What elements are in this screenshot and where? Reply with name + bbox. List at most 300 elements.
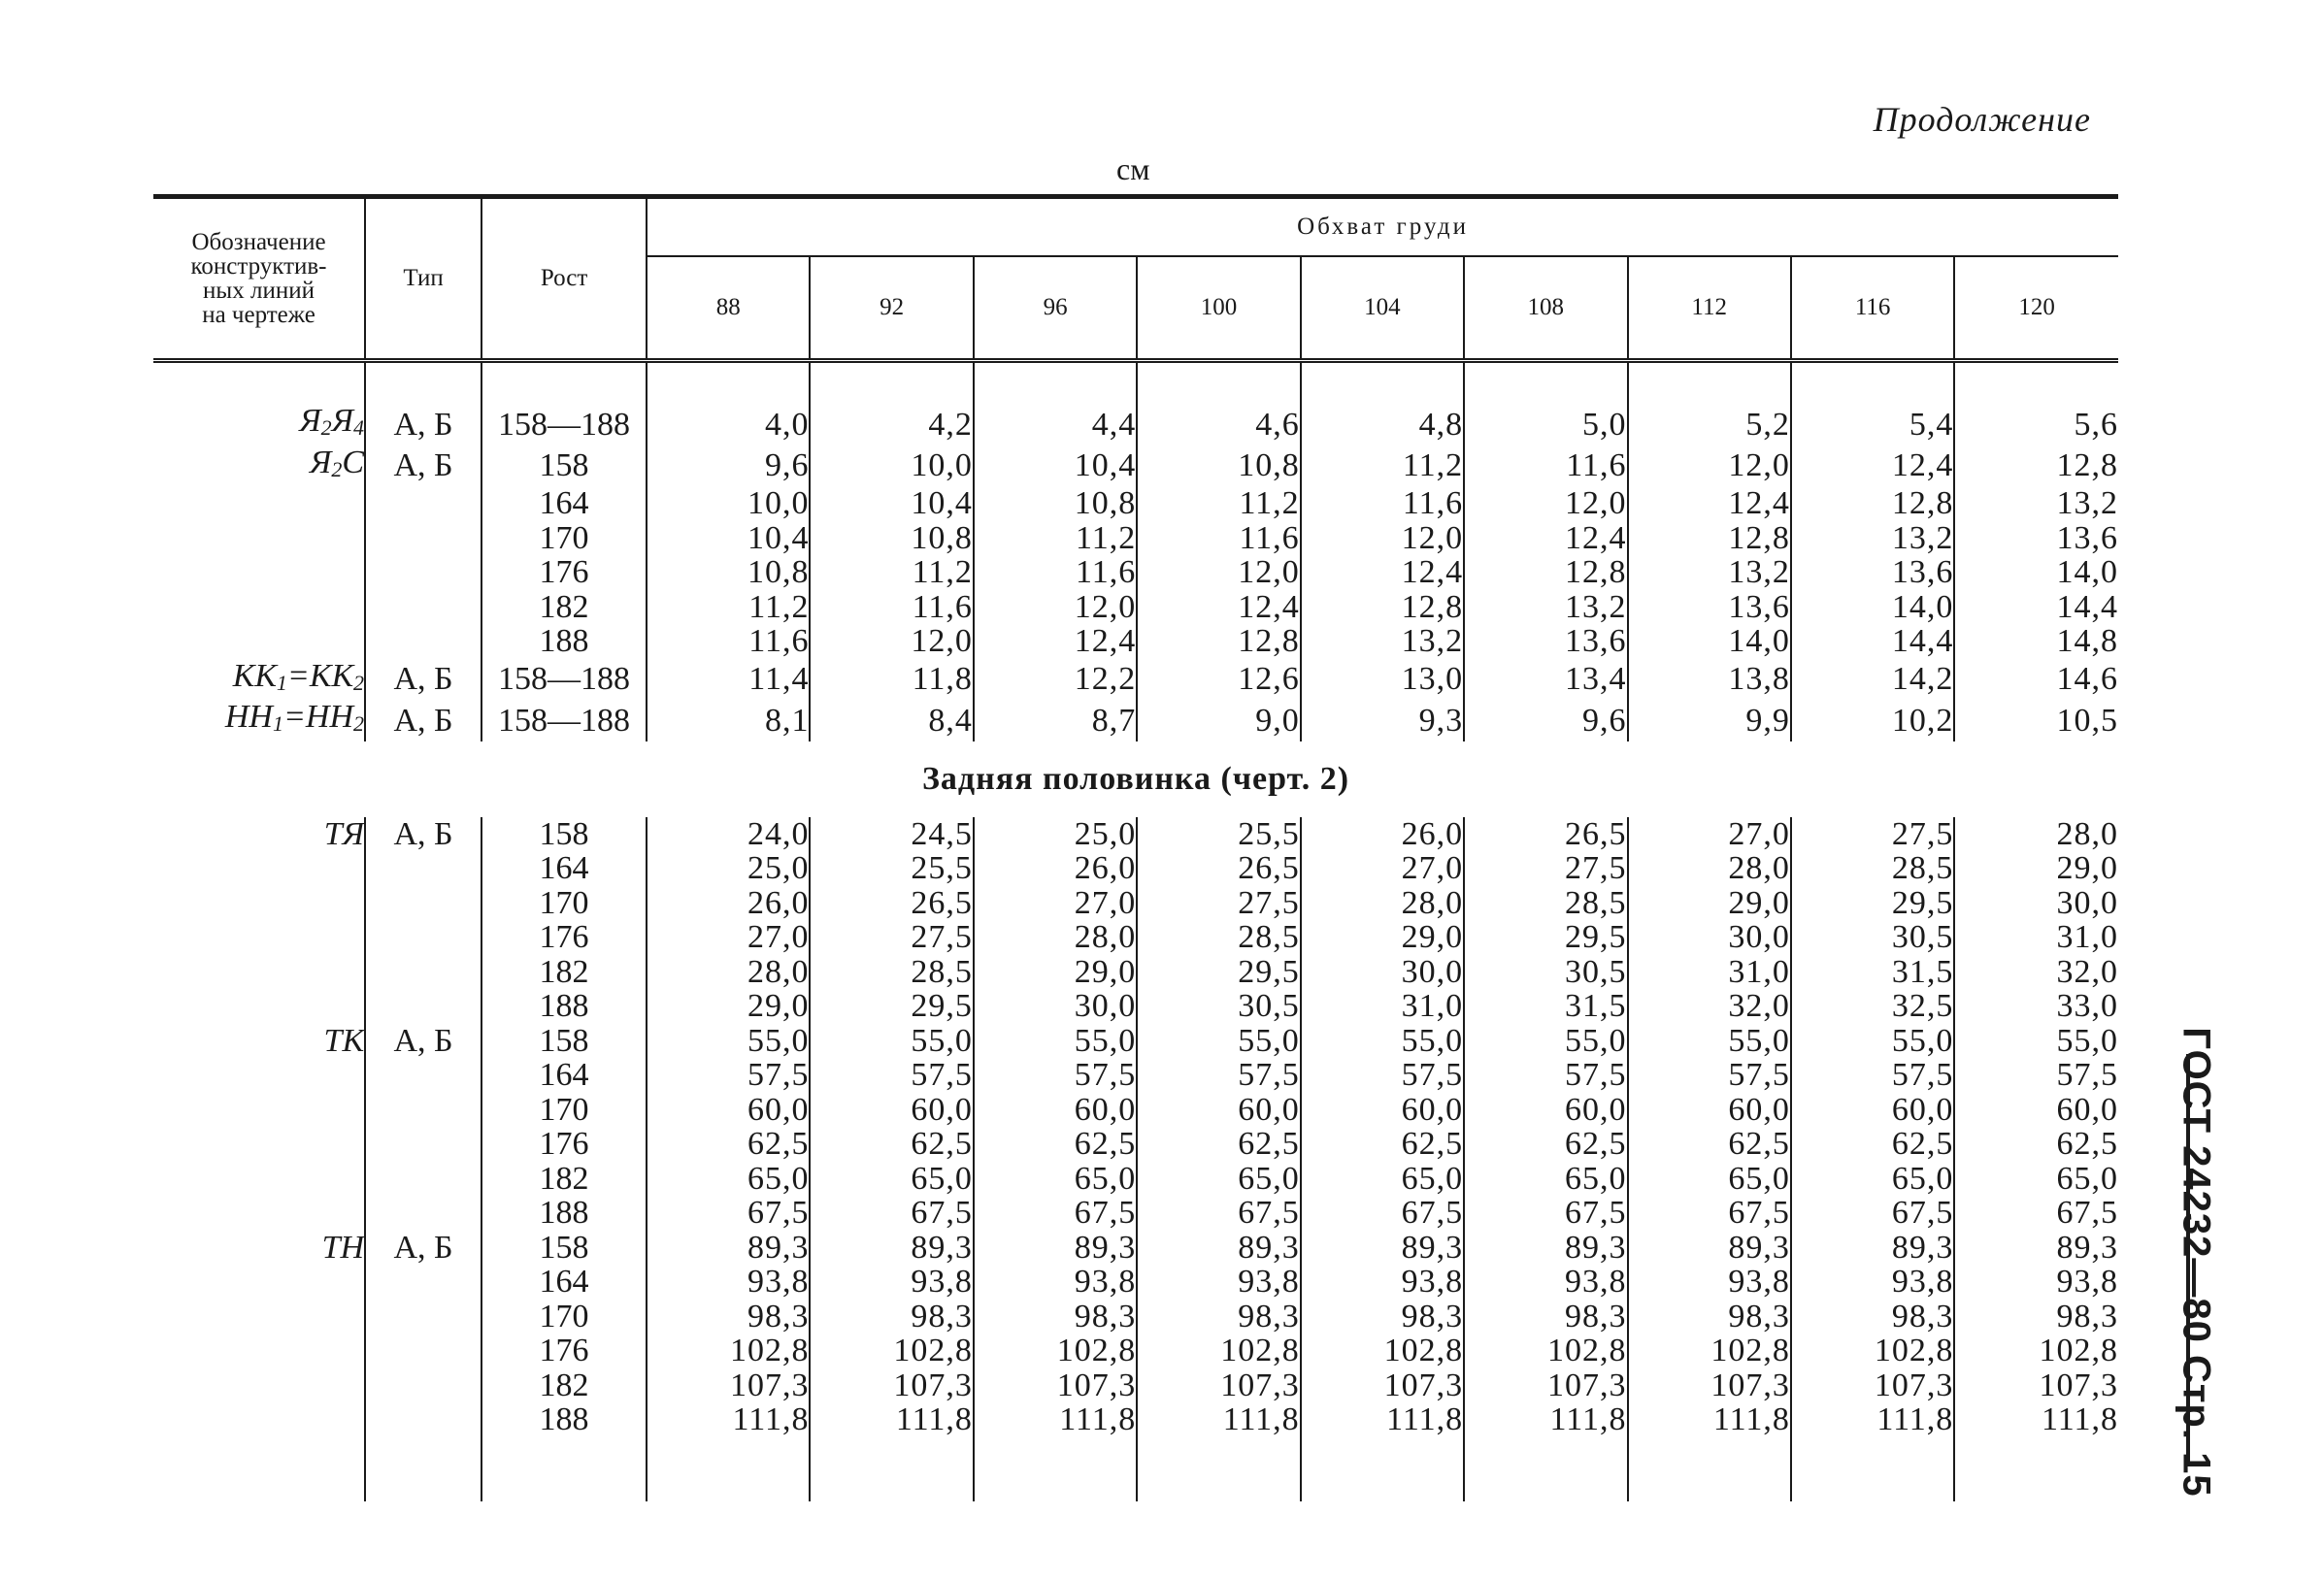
table-row [153, 1162, 2118, 1197]
value-cell: 107,3 [1137, 1368, 1300, 1403]
value-cell: 30,5 [1791, 920, 1954, 955]
value-cell: 62,5 [1791, 1127, 1954, 1162]
value-cell: 31,0 [1301, 989, 1464, 1024]
value-cell: 13,6 [1954, 521, 2118, 556]
value-cell: 60,0 [1954, 1093, 2118, 1128]
value-cell: 27,5 [1464, 851, 1627, 886]
value-cell: 13,6 [1464, 624, 1627, 659]
value-cell: 31,0 [1954, 920, 2118, 955]
value-cell: 9,3 [1301, 700, 1464, 741]
type-cell: А, Б [365, 700, 481, 741]
designation-cell [153, 1058, 365, 1093]
value-cell: 28,0 [1301, 886, 1464, 921]
value-cell: 30,5 [1464, 955, 1627, 990]
value-cell: 14,0 [1791, 590, 1954, 625]
value-cell: 25,5 [810, 851, 973, 886]
value-cell: 89,3 [1628, 1231, 1791, 1266]
spacer-cell [810, 1437, 973, 1501]
value-cell: 111,8 [974, 1402, 1137, 1437]
value-cell: 98,3 [1791, 1300, 1954, 1334]
value-cell: 98,3 [1464, 1300, 1627, 1334]
value-cell: 33,0 [1954, 989, 2118, 1024]
height-cell: 182 [481, 955, 647, 990]
designation-cell: ТК [323, 1022, 365, 1059]
table-row [153, 700, 2118, 741]
value-cell: 67,5 [1464, 1196, 1627, 1231]
height-cell: 182 [481, 1162, 647, 1197]
value-cell: 65,0 [1628, 1162, 1791, 1197]
value-cell: 11,2 [810, 555, 973, 590]
value-cell: 111,8 [1628, 1402, 1791, 1437]
value-cell: 111,8 [1464, 1402, 1627, 1437]
type-cell [365, 1300, 481, 1334]
type-cell: А, Б [365, 445, 481, 487]
value-cell: 28,0 [1628, 851, 1791, 886]
designation-cell [153, 555, 365, 590]
value-cell: 12,0 [810, 624, 973, 659]
value-cell: 10,0 [810, 445, 973, 487]
header-height: Рост [481, 197, 647, 361]
value-cell: 89,3 [1464, 1231, 1627, 1266]
designation-cell: ТН [321, 1229, 365, 1266]
value-cell: 11,6 [647, 624, 810, 659]
value-cell: 89,3 [974, 1231, 1137, 1266]
value-cell: 107,3 [1464, 1368, 1627, 1403]
value-cell: 29,0 [1954, 851, 2118, 886]
value-cell: 65,0 [647, 1162, 810, 1197]
value-cell: 4,2 [810, 404, 973, 445]
value-cell: 55,0 [810, 1024, 973, 1059]
spacer-row [153, 1437, 2118, 1501]
value-cell: 57,5 [1628, 1058, 1791, 1093]
height-cell: 164 [481, 1058, 647, 1093]
value-cell: 65,0 [1954, 1162, 2118, 1197]
value-cell: 12,0 [1301, 521, 1464, 556]
type-cell: А, Б [365, 1024, 481, 1059]
value-cell: 65,0 [974, 1162, 1137, 1197]
height-cell: 188 [481, 989, 647, 1024]
value-cell: 9,6 [647, 445, 810, 487]
value-cell: 60,0 [647, 1093, 810, 1128]
value-cell: 65,0 [1301, 1162, 1464, 1197]
value-cell: 9,9 [1628, 700, 1791, 741]
value-cell: 31,5 [1791, 955, 1954, 990]
value-cell: 67,5 [1301, 1196, 1464, 1231]
value-cell: 65,0 [1464, 1162, 1627, 1197]
table-row [153, 486, 2118, 521]
height-cell: 170 [481, 1093, 647, 1128]
value-cell: 27,5 [810, 920, 973, 955]
value-cell: 93,8 [1954, 1265, 2118, 1300]
value-cell: 60,0 [1464, 1093, 1627, 1128]
value-cell: 11,2 [1301, 445, 1464, 487]
value-cell: 60,0 [1301, 1093, 1464, 1128]
value-cell: 14,4 [1791, 624, 1954, 659]
value-cell: 8,4 [810, 700, 973, 741]
value-cell: 9,0 [1137, 700, 1300, 741]
value-cell: 98,3 [1954, 1300, 2118, 1334]
value-cell: 93,8 [1137, 1265, 1300, 1300]
value-cell: 12,4 [1301, 555, 1464, 590]
type-cell [365, 486, 481, 521]
value-cell: 111,8 [1301, 1402, 1464, 1437]
table-row [153, 851, 2118, 886]
value-cell: 25,0 [647, 851, 810, 886]
value-cell: 93,8 [810, 1265, 973, 1300]
height-cell: 164 [481, 486, 647, 521]
table-row [153, 624, 2118, 659]
type-cell [365, 1058, 481, 1093]
value-cell: 55,0 [1954, 1024, 2118, 1059]
table-row [153, 590, 2118, 625]
value-cell: 24,0 [647, 817, 810, 852]
value-cell: 60,0 [1628, 1093, 1791, 1128]
type-cell [365, 590, 481, 625]
header-size-120: 120 [1954, 256, 2118, 361]
table-row [153, 1231, 2118, 1266]
value-cell: 12,2 [974, 659, 1137, 701]
value-cell: 25,5 [1137, 817, 1300, 852]
type-cell [365, 555, 481, 590]
type-cell [365, 1093, 481, 1128]
value-cell: 28,5 [1791, 851, 1954, 886]
value-cell: 62,5 [1954, 1127, 2118, 1162]
value-cell: 62,5 [647, 1127, 810, 1162]
value-cell: 62,5 [1628, 1127, 1791, 1162]
header-designation-line: конструктив- [190, 253, 327, 280]
measurements-table [153, 194, 2118, 1501]
designation-cell: $КК_1=КК_2$ [232, 657, 365, 695]
spacer-cell [1464, 361, 1627, 405]
value-cell: 98,3 [1301, 1300, 1464, 1334]
spacer-cell [1301, 1437, 1464, 1501]
value-cell: 14,6 [1954, 659, 2118, 701]
value-cell: 28,5 [1137, 920, 1300, 955]
height-cell: 164 [481, 1265, 647, 1300]
value-cell: 30,0 [1628, 920, 1791, 955]
height-cell: 188 [481, 624, 647, 659]
header-size-104: 104 [1301, 256, 1464, 361]
spacer-cell [481, 1437, 647, 1501]
value-cell: 107,3 [1791, 1368, 1954, 1403]
value-cell: 107,3 [1954, 1368, 2118, 1403]
value-cell: 12,6 [1137, 659, 1300, 701]
header-designation-line: ных линий [203, 278, 315, 304]
table-row [153, 1402, 2118, 1437]
value-cell: 25,0 [974, 817, 1137, 852]
table-row [153, 1127, 2118, 1162]
height-cell: 158 [481, 817, 647, 852]
value-cell: 13,8 [1628, 659, 1791, 701]
spacer-cell [153, 1437, 365, 1501]
subscript: 2 [331, 456, 343, 481]
value-cell: 27,5 [1791, 817, 1954, 852]
height-cell: 164 [481, 851, 647, 886]
value-cell: 13,2 [1464, 590, 1627, 625]
type-cell [365, 886, 481, 921]
value-cell: 55,0 [1628, 1024, 1791, 1059]
value-cell: 32,0 [1628, 989, 1791, 1024]
spacer-cell [1954, 361, 2118, 405]
header-size-92: 92 [810, 256, 973, 361]
spacer-cell [1954, 1437, 2118, 1501]
value-cell: 13,6 [1628, 590, 1791, 625]
type-cell: А, Б [365, 1231, 481, 1266]
value-cell: 107,3 [1301, 1368, 1464, 1403]
value-cell: 12,4 [1628, 486, 1791, 521]
value-cell: 14,0 [1628, 624, 1791, 659]
type-cell [365, 521, 481, 556]
value-cell: 67,5 [647, 1196, 810, 1231]
designation-cell [153, 1162, 365, 1197]
value-cell: 102,8 [1954, 1334, 2118, 1368]
value-cell: 13,0 [1301, 659, 1464, 701]
value-cell: 27,0 [647, 920, 810, 955]
value-cell: 5,2 [1628, 404, 1791, 445]
type-cell [365, 1402, 481, 1437]
designation-cell [153, 1402, 365, 1437]
value-cell: 65,0 [1137, 1162, 1300, 1197]
spacer-row [153, 361, 2118, 405]
spacer-cell [647, 1437, 810, 1501]
header-type: Тип [365, 197, 481, 361]
value-cell: 27,0 [1301, 851, 1464, 886]
value-cell: 14,8 [1954, 624, 2118, 659]
value-cell: 11,8 [810, 659, 973, 701]
value-cell: 111,8 [647, 1402, 810, 1437]
value-cell: 55,0 [974, 1024, 1137, 1059]
value-cell: 29,5 [1791, 886, 1954, 921]
value-cell: 28,0 [974, 920, 1137, 955]
table-row [153, 404, 2118, 445]
value-cell: 102,8 [1137, 1334, 1300, 1368]
designation-cell [153, 1093, 365, 1128]
continuation-label: Продолжение [1873, 100, 2091, 139]
height-cell: 158—188 [481, 659, 647, 701]
value-cell: 98,3 [1628, 1300, 1791, 1334]
height-cell: 176 [481, 920, 647, 955]
spacer-cell [1628, 1437, 1791, 1501]
designation-cell [153, 886, 365, 921]
header-size-88: 88 [647, 256, 810, 361]
subscript: 2 [353, 711, 365, 736]
value-cell: 102,8 [1791, 1334, 1954, 1368]
value-cell: 107,3 [810, 1368, 973, 1403]
value-cell: 10,2 [1791, 700, 1954, 741]
spacer-cell [481, 361, 647, 405]
table-row [153, 920, 2118, 955]
value-cell: 4,4 [974, 404, 1137, 445]
value-cell: 12,0 [1464, 486, 1627, 521]
height-cell: 170 [481, 521, 647, 556]
value-cell: 60,0 [1791, 1093, 1954, 1128]
value-cell: 13,2 [1954, 486, 2118, 521]
table-row [153, 555, 2118, 590]
value-cell: 29,0 [1301, 920, 1464, 955]
value-cell: 11,2 [974, 521, 1137, 556]
value-cell: 111,8 [810, 1402, 973, 1437]
value-cell: 93,8 [1301, 1265, 1464, 1300]
designation-cell [153, 955, 365, 990]
value-cell: 89,3 [1301, 1231, 1464, 1266]
subscript: 4 [353, 415, 365, 440]
value-cell: 26,0 [1301, 817, 1464, 852]
table-row [153, 1024, 2118, 1059]
height-cell: 170 [481, 886, 647, 921]
value-cell: 12,0 [974, 590, 1137, 625]
height-cell: 176 [481, 555, 647, 590]
value-cell: 10,8 [974, 486, 1137, 521]
spacer-cell [1628, 361, 1791, 405]
designation-cell [153, 989, 365, 1024]
value-cell: 55,0 [647, 1024, 810, 1059]
height-cell: 188 [481, 1402, 647, 1437]
value-cell: 13,4 [1464, 659, 1627, 701]
height-cell: 176 [481, 1127, 647, 1162]
value-cell: 14,0 [1954, 555, 2118, 590]
header-designation-line: Обозначение [191, 229, 326, 255]
value-cell: 60,0 [1137, 1093, 1300, 1128]
type-cell [365, 1127, 481, 1162]
designation-cell [153, 521, 365, 556]
value-cell: 4,8 [1301, 404, 1464, 445]
value-cell: 55,0 [1137, 1024, 1300, 1059]
value-cell: 29,5 [810, 989, 973, 1024]
value-cell: 12,8 [1791, 486, 1954, 521]
spacer-cell [810, 361, 973, 405]
value-cell: 10,8 [1137, 445, 1300, 487]
value-cell: 102,8 [1301, 1334, 1464, 1368]
document-id-label: ГОСТ 24232—80 Стр. 15 [2175, 1026, 2218, 1498]
value-cell: 107,3 [974, 1368, 1137, 1403]
unit-label: см [1116, 151, 1150, 186]
value-cell: 9,6 [1464, 700, 1627, 741]
value-cell: 107,3 [647, 1368, 810, 1403]
value-cell: 4,6 [1137, 404, 1300, 445]
value-cell: 55,0 [1301, 1024, 1464, 1059]
value-cell: 57,5 [1137, 1058, 1300, 1093]
table-row [153, 1334, 2118, 1368]
designation-cell: ТЯ [323, 815, 365, 852]
value-cell: 62,5 [810, 1127, 973, 1162]
value-cell: 12,8 [1464, 555, 1627, 590]
value-cell: 32,5 [1791, 989, 1954, 1024]
value-cell: 10,5 [1954, 700, 2118, 741]
value-cell: 30,0 [974, 989, 1137, 1024]
spacer-cell [974, 361, 1137, 405]
value-cell: 60,0 [974, 1093, 1137, 1128]
table-row [153, 1058, 2118, 1093]
value-cell: 60,0 [810, 1093, 973, 1128]
value-cell: 57,5 [1954, 1058, 2118, 1093]
header-size-112: 112 [1628, 256, 1791, 361]
designation-cell [153, 1265, 365, 1300]
value-cell: 29,0 [647, 989, 810, 1024]
value-cell: 29,5 [1137, 955, 1300, 990]
value-cell: 29,5 [1464, 920, 1627, 955]
value-cell: 8,1 [647, 700, 810, 741]
spacer-cell [974, 1437, 1137, 1501]
value-cell: 11,6 [810, 590, 973, 625]
value-cell: 11,6 [1301, 486, 1464, 521]
spacer-cell [1137, 361, 1300, 405]
spacer-cell [1301, 361, 1464, 405]
table-row [153, 1093, 2118, 1128]
designation-cell [153, 486, 365, 521]
value-cell: 10,8 [810, 521, 973, 556]
side-label [2157, 1026, 2235, 1498]
value-cell: 102,8 [647, 1334, 810, 1368]
value-cell: 111,8 [1791, 1402, 1954, 1437]
value-cell: 89,3 [1791, 1231, 1954, 1266]
spacer-cell [647, 361, 810, 405]
value-cell: 93,8 [1464, 1265, 1627, 1300]
value-cell: 62,5 [974, 1127, 1137, 1162]
type-cell: А, Б [365, 404, 481, 445]
section-row [153, 741, 2118, 817]
height-cell: 158—188 [481, 404, 647, 445]
value-cell: 14,2 [1791, 659, 1954, 701]
type-cell [365, 624, 481, 659]
value-cell: 26,5 [1137, 851, 1300, 886]
table-row [153, 817, 2118, 852]
value-cell: 98,3 [647, 1300, 810, 1334]
header-designation-line: на чертеже [202, 302, 315, 328]
height-cell: 158—188 [481, 700, 647, 741]
value-cell: 31,0 [1628, 955, 1791, 990]
value-cell: 27,0 [1628, 817, 1791, 852]
value-cell: 12,4 [1791, 445, 1954, 487]
value-cell: 5,0 [1464, 404, 1627, 445]
value-cell: 93,8 [647, 1265, 810, 1300]
value-cell: 55,0 [1464, 1024, 1627, 1059]
designation-cell: $Я_2С$ [309, 444, 365, 481]
type-cell [365, 851, 481, 886]
table-row [153, 659, 2118, 701]
value-cell: 11,4 [647, 659, 810, 701]
value-cell: 13,2 [1628, 555, 1791, 590]
designation-cell [153, 1196, 365, 1231]
value-cell: 11,2 [647, 590, 810, 625]
spacer-cell [1791, 361, 1954, 405]
value-cell: 67,5 [1137, 1196, 1300, 1231]
designation-cell [153, 1300, 365, 1334]
value-cell: 4,0 [647, 404, 810, 445]
value-cell: 93,8 [1628, 1265, 1791, 1300]
value-cell: 62,5 [1301, 1127, 1464, 1162]
spacer-cell [365, 1437, 481, 1501]
value-cell: 67,5 [810, 1196, 973, 1231]
type-cell [365, 1196, 481, 1231]
value-cell: 102,8 [1628, 1334, 1791, 1368]
value-cell: 5,4 [1791, 404, 1954, 445]
value-cell: 57,5 [647, 1058, 810, 1093]
value-cell: 30,0 [1954, 886, 2118, 921]
value-cell: 55,0 [1791, 1024, 1954, 1059]
value-cell: 62,5 [1464, 1127, 1627, 1162]
value-cell: 89,3 [1954, 1231, 2118, 1266]
value-cell: 111,8 [1954, 1402, 2118, 1437]
value-cell: 10,4 [647, 521, 810, 556]
value-cell: 28,5 [810, 955, 973, 990]
value-cell: 14,4 [1954, 590, 2118, 625]
value-cell: 11,2 [1137, 486, 1300, 521]
header-size-96: 96 [974, 256, 1137, 361]
designation-cell [153, 1334, 365, 1368]
value-cell: 89,3 [647, 1231, 810, 1266]
header-size-116: 116 [1791, 256, 1954, 361]
table-row [153, 1300, 2118, 1334]
